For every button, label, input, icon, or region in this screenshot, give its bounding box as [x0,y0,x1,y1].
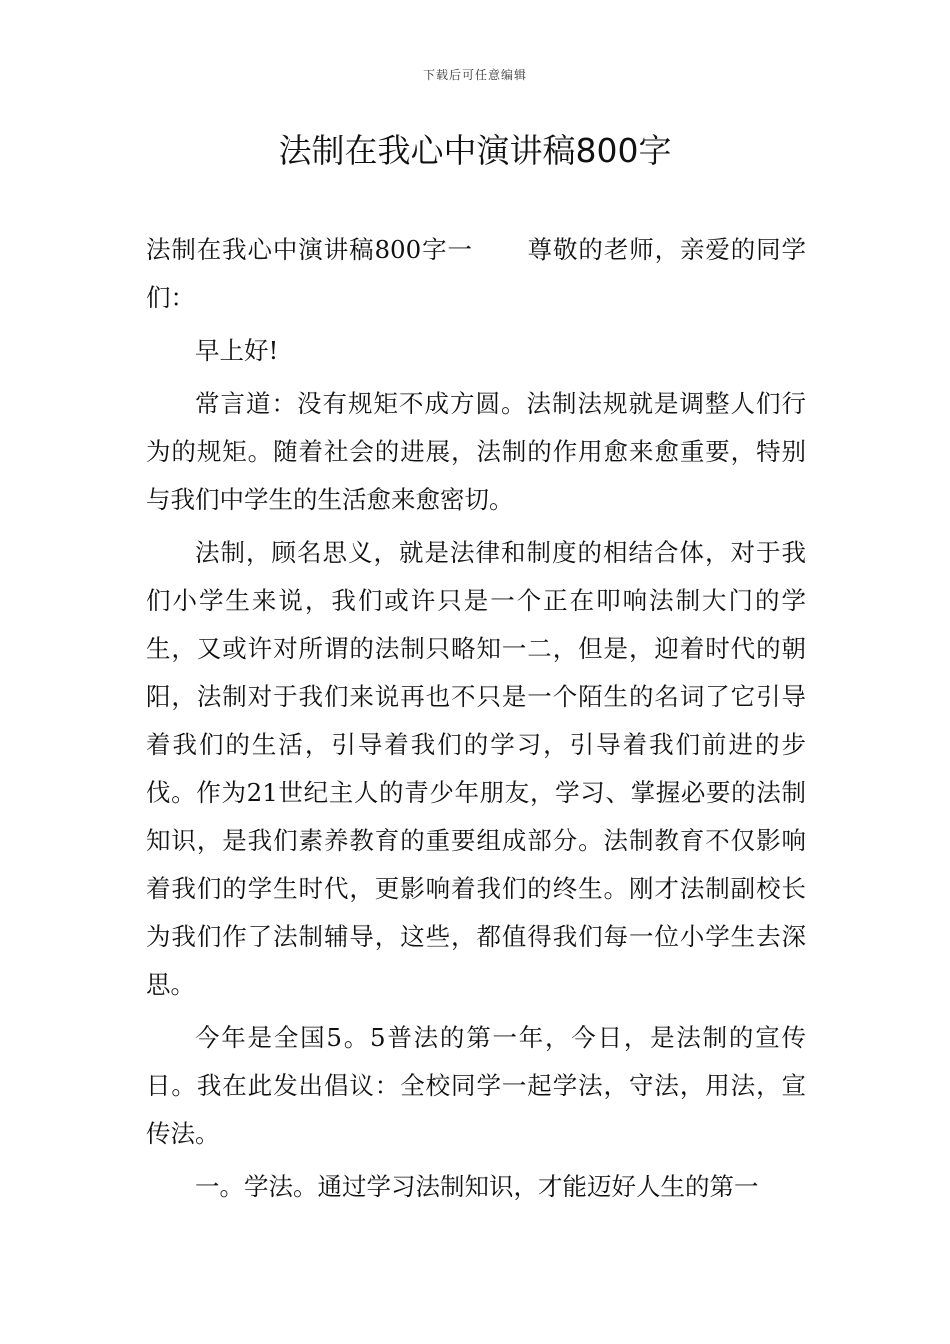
header-note: 下载后可任意编辑 [422,68,527,82]
paragraph-legal-system: 法制，顾名思义，就是法律和制度的相结合体，对于我们小学生来说，我们或许只是一个正在叩响法制大门的学生，又或许对所谓的法制只略知一二，但是，迎着时代的朝阳，法制对于我们来说再也不只是一个陌生的名词了它引导着我们的生活，引导着我们的学习，引导着我们前进的步伐。作为21世纪主人的青少年朋友，学习、掌握必要的法制知识，是我们素养教育的重要组成部分。法制教育不仅影响着我们的学生时代，更影响着我们的终生。刚才法制副校长为我们作了法制辅导，这些，都值得我们每一位小学生去深思。 [146,538,806,999]
paragraph-greeting: 早上好! [195,336,279,365]
paragraph-learn-law: 一。学法。通过学习法制知识，才能迈好人生的第一 [195,1172,759,1201]
document-body [146,226,806,1216]
document-title: 法制在我心中演讲稿800字 [278,131,672,170]
paragraph-rules: 常言道：没有规矩不成方圆。法制法规就是调整人们行为的规矩。随着社会的进展，法制的作用愈来愈重要，特别与我们中学生的生活愈来愈密切。 [146,389,806,514]
intro-paragraph [146,226,806,322]
paragraph-proposal: 今年是全国5。5普法的第一年，今日，是法制的宣传日。我在此发出倡议：全校同学一起学法，守法，用法，宣传法。 [146,1023,806,1148]
intro-heading: 法制在我心中演讲稿800字一 [146,235,473,264]
salutation: 尊敬的老师，亲爱的同学们： [146,235,807,312]
